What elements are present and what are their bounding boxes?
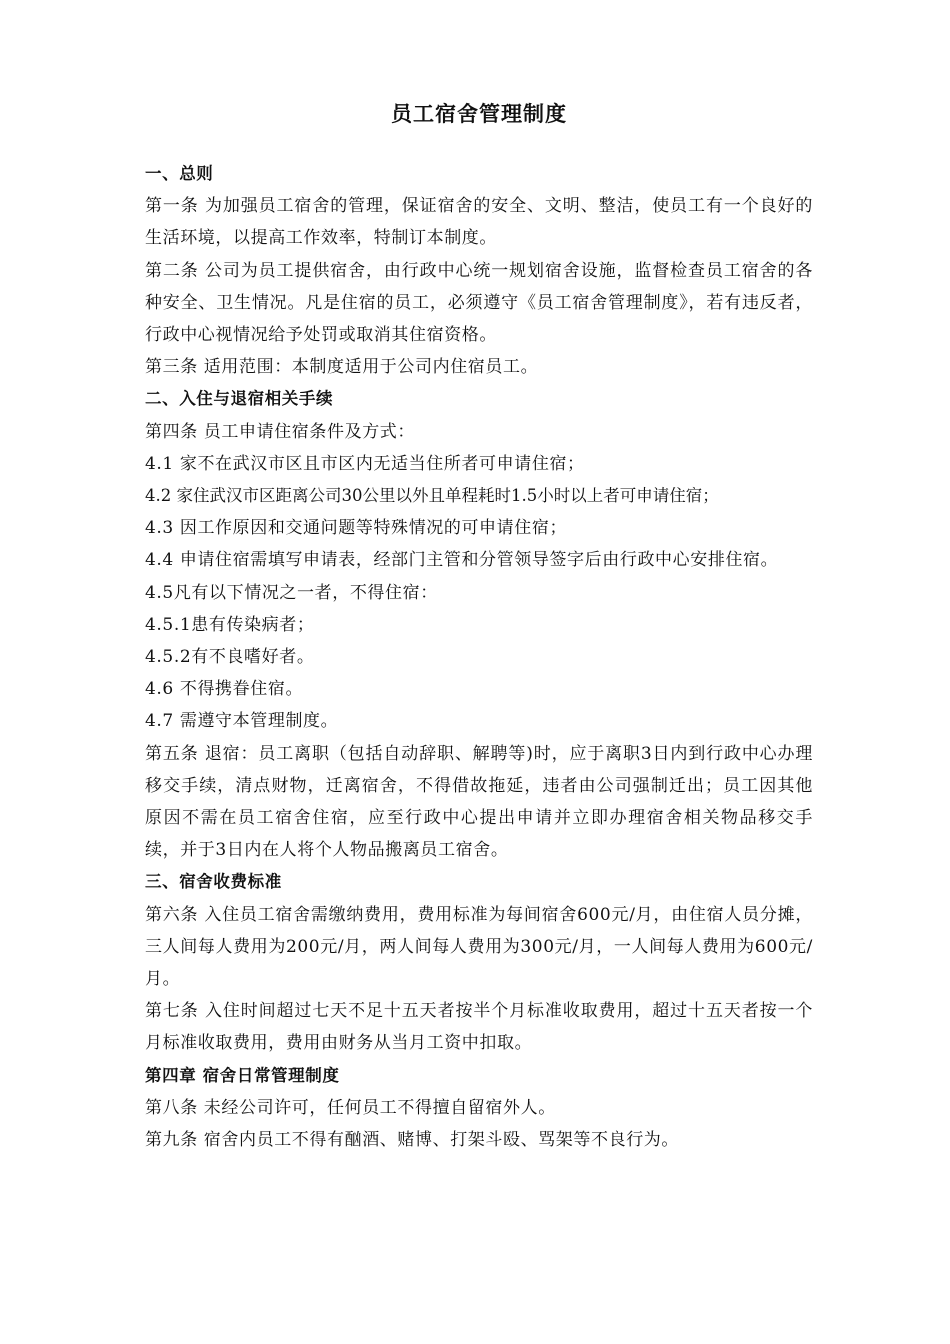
document-title: 员工宿舍管理制度 — [391, 102, 567, 126]
article-paragraph: 4.5.1患有传染病者； — [145, 614, 315, 635]
article-paragraph: 4.5.2有不良嗜好者。 — [145, 647, 315, 668]
article-paragraph: 4.2 家住武汉市区距离公司30公里以外且单程耗时1.5小时以上者可申请住宿； — [145, 486, 719, 506]
article-paragraph: 第五条 退宿：员工离职（包括自动辞职、解聘等)时，应于离职3日内到行政中心办理移交手续，清点财物，迁离宿舍，不得借故拖延，违者由公司强制迁出；员工因其他原因不需在员工宿舍住宿，应至行政中心提出申请并立即办理宿舍相关物品移交手续，并于3日内在人将个人物品搬离员工宿舍。 — [145, 743, 813, 861]
article-paragraph: 4.1 家不在武汉市区且市区内无适当住所者可申请住宿； — [145, 453, 585, 474]
article-paragraph: 第四条 员工申请住宿条件及方式： — [145, 421, 416, 442]
article-paragraph: 第七条 入住时间超过七天不足十五天者按半个月标准收取费用，超过十五天者按一个月标准收取费用，费用由财务从当月工资中扣取。 — [145, 1001, 813, 1054]
article-paragraph: 4.5凡有以下情况之一者，不得住宿： — [145, 582, 438, 603]
article-paragraph: 第九条 宿舍内员工不得有酗酒、赌博、打架斗殴、骂架等不良行为。 — [145, 1130, 680, 1151]
document-body — [145, 158, 813, 1156]
article-paragraph: 第一条 为加强员工宿舍的管理，保证宿舍的安全、文明、整洁，使员工有一个良好的生活环境，以提高工作效率，特制订本制度。 — [145, 196, 813, 249]
article-paragraph: 4.7 需遵守本管理制度。 — [145, 711, 339, 732]
article-paragraph: 4.6 不得携眷住宿。 — [145, 679, 304, 700]
article-paragraph: 第三条 适用范围：本制度适用于公司内住宿员工。 — [145, 357, 539, 378]
section-heading: 三、宿舍收费标准 — [145, 872, 282, 892]
article-paragraph: 第六条 入住员工宿舍需缴纳费用，费用标准为每间宿舍600元/月，由住宿人员分摊，三人间每人费用为200元/月，两人间每人费用为300元/月，一人间每人费用为600元/月。 — [145, 904, 813, 990]
article-paragraph: 第八条 未经公司许可，任何员工不得擅自留宿外人。 — [145, 1097, 556, 1118]
article-paragraph: 4.4 申请住宿需填写申请表，经部门主管和分管领导签字后由行政中心安排住宿。 — [145, 550, 779, 571]
article-paragraph: 第二条 公司为员工提供宿舍，由行政中心统一规划宿舍设施，监督检查员工宿舍的各种安全、卫生情况。凡是住宿的员工，必须遵守《员工宿舍管理制度》，若有违反者，行政中心视情况给予处罚或取消其住宿资格。 — [145, 260, 813, 346]
section-heading: 二、入住与退宿相关手续 — [145, 389, 334, 409]
article-paragraph: 4.3 因工作原因和交通问题等特殊情况的可申请住宿； — [145, 518, 568, 539]
document-page — [145, 96, 813, 1156]
section-heading: 一、总则 — [145, 164, 214, 183]
section-heading: 第四章 宿舍日常管理制度 — [145, 1065, 340, 1085]
